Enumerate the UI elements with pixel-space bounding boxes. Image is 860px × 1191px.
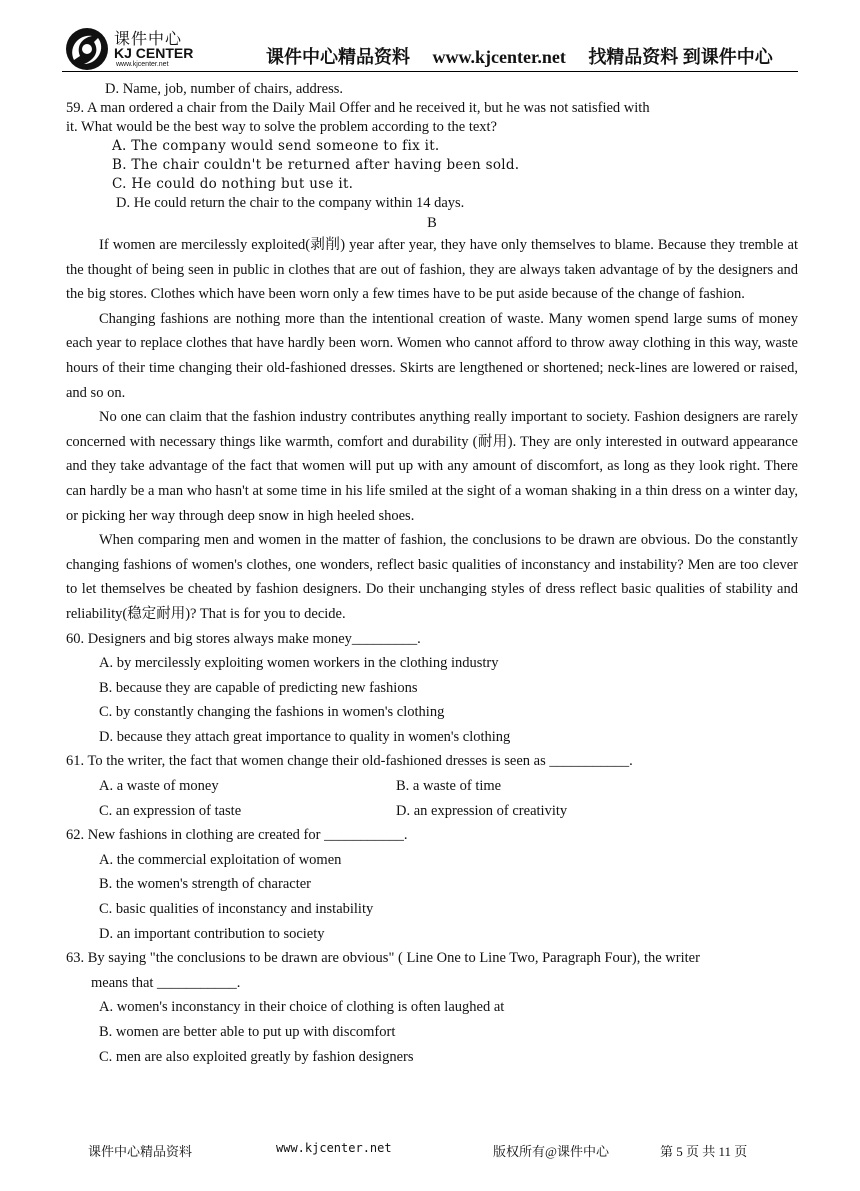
- q59-option-c: C. He could do nothing but use it.: [112, 176, 354, 192]
- page-header: [62, 18, 798, 74]
- header-text: [266, 43, 791, 69]
- footer-title: 课件中心精品资料: [88, 1144, 193, 1159]
- logo-chinese-text: 课件中心: [114, 29, 183, 48]
- logo-url-text: www.kjcenter.net: [116, 61, 169, 68]
- q61-options-row2: [66, 799, 798, 824]
- q59-option-a: A. The company would send someone to fix it.: [112, 138, 440, 154]
- q63-stem-line2: means that ___________.: [91, 974, 241, 991]
- swirl-logo-icon: [64, 26, 110, 72]
- q63-stem-line1: 63. By saying "the conclusions to be drawn are obvious" ( Line One to Line Two, Paragraph Four), the writer: [66, 950, 700, 967]
- footer-url-link[interactable]: www.kjcenter.net: [276, 1141, 392, 1155]
- logo-english-text: KJ CENTER: [114, 45, 194, 61]
- q60-option-b: B. because they are capable of predicting new fashions: [99, 679, 418, 696]
- q61-option-d: D. an expression of creativity: [396, 802, 568, 819]
- q62-option-d: D. an important contribution to society: [99, 925, 325, 942]
- q60-option-c: C. by constantly changing the fashions in women's clothing: [99, 704, 445, 721]
- header-title: 课件中心精品资料: [266, 47, 410, 67]
- section-label: B: [427, 215, 437, 231]
- kjcenter-logo: [62, 20, 212, 72]
- q61-option-c: C. an expression of taste: [99, 802, 242, 819]
- header-slogan: 找精品资料 到课件中心: [588, 47, 773, 67]
- passage-paragraph-1: If women are mercilessly exploited(剥削) year after year, they have only themselves to blame. Because they tremble at the thought of being seen in public in clothes that are out of fashion, they are always taken advantage of by the designers and the big stores. Clothes which have been worn only a few times have to be put aside because of the change of fashion.: [66, 237, 798, 303]
- footer-page-number: 第 5 页 共 11 页: [660, 1144, 748, 1159]
- q61-option-a: A. a waste of money: [99, 778, 219, 795]
- q62-option-b: B. the women's strength of character: [99, 876, 311, 893]
- q59-stem-line2: it. What would be the best way to solve the problem according to the text?: [66, 119, 497, 135]
- q59-stem-line1: 59. A man ordered a chair from the Daily Mail Offer and he received it, but he was not satisfied with: [66, 100, 650, 116]
- q61-stem: 61. To the writer, the fact that women change their old-fashioned dresses is seen as ___________.: [66, 753, 633, 770]
- q59-option-b: B. The chair couldn't be returned after having been sold.: [112, 157, 520, 173]
- q63-option-c: C. men are also exploited greatly by fashion designers: [99, 1048, 414, 1065]
- header-url-link[interactable]: www.kjcenter.net: [432, 47, 566, 67]
- q61-option-b: B. a waste of time: [396, 778, 502, 795]
- q58-option-d: D. Name, job, number of chairs, address.: [105, 81, 343, 97]
- q62-stem: 62. New fashions in clothing are created for ___________.: [66, 827, 408, 844]
- q63-option-a: A. women's inconstancy in their choice of clothing is often laughed at: [99, 999, 505, 1016]
- q62-option-a: A. the commercial exploitation of women: [99, 851, 342, 868]
- q63-option-b: B. women are better able to put up with discomfort: [99, 1024, 396, 1040]
- passage-paragraph-2: Changing fashions are nothing more than the intentional creation of waste. Many women spend large sums of money each year to replace clothes that have hardly been worn. Women who cannot afford to throw away clothing in this way, waste hours of their time changing their old-fashioned dresses. Skirts are lengthened or shortened; neck-lines are lowered or raised, and so on.: [66, 310, 798, 401]
- q61-options-row1: [66, 774, 798, 799]
- q60-option-a: A. by mercilessly exploiting women workers in the clothing industry: [99, 655, 499, 672]
- q60-option-d: D. because they attach great importance to quality in women's clothing: [99, 728, 511, 745]
- passage-paragraph-3: No one can claim that the fashion industry contributes anything really important to society. Fashion designers are rarely concerned with necessary things like warmth, comfort and durability (耐用). They are only interested in outward appearance and they take advantage of the fact that women will put up with any amount of discomfort, as long as they look right. There can hardly be a man who hasn't at some time in his life smiled at the sight of a woman shaking in a thin dress on a winter day, or picking her way through deep snow in high heeled shoes.: [66, 409, 798, 524]
- document-body: [66, 80, 798, 1069]
- header-divider: [62, 71, 798, 72]
- passage-paragraph-4: When comparing men and women in the matter of fashion, the conclusions to be drawn are obvious. Do the constantly changing fashions of women's clothes, one wonders, reflect basic qualities of inconstancy and instability? Men are too clever to let themselves be cheated by fashion designers. Do their unchanging styles of dress reflect basic qualities of stability and reliability(稳定耐用)? That is for you to decide.: [66, 532, 798, 622]
- footer-copyright: 版权所有@课件中心: [493, 1144, 609, 1159]
- q62-option-c: C. basic qualities of inconstancy and instability: [99, 901, 374, 918]
- q59-option-d: D. He could return the chair to the company within 14 days.: [116, 195, 465, 211]
- q60-stem: 60. Designers and big stores always make money_________.: [66, 630, 421, 647]
